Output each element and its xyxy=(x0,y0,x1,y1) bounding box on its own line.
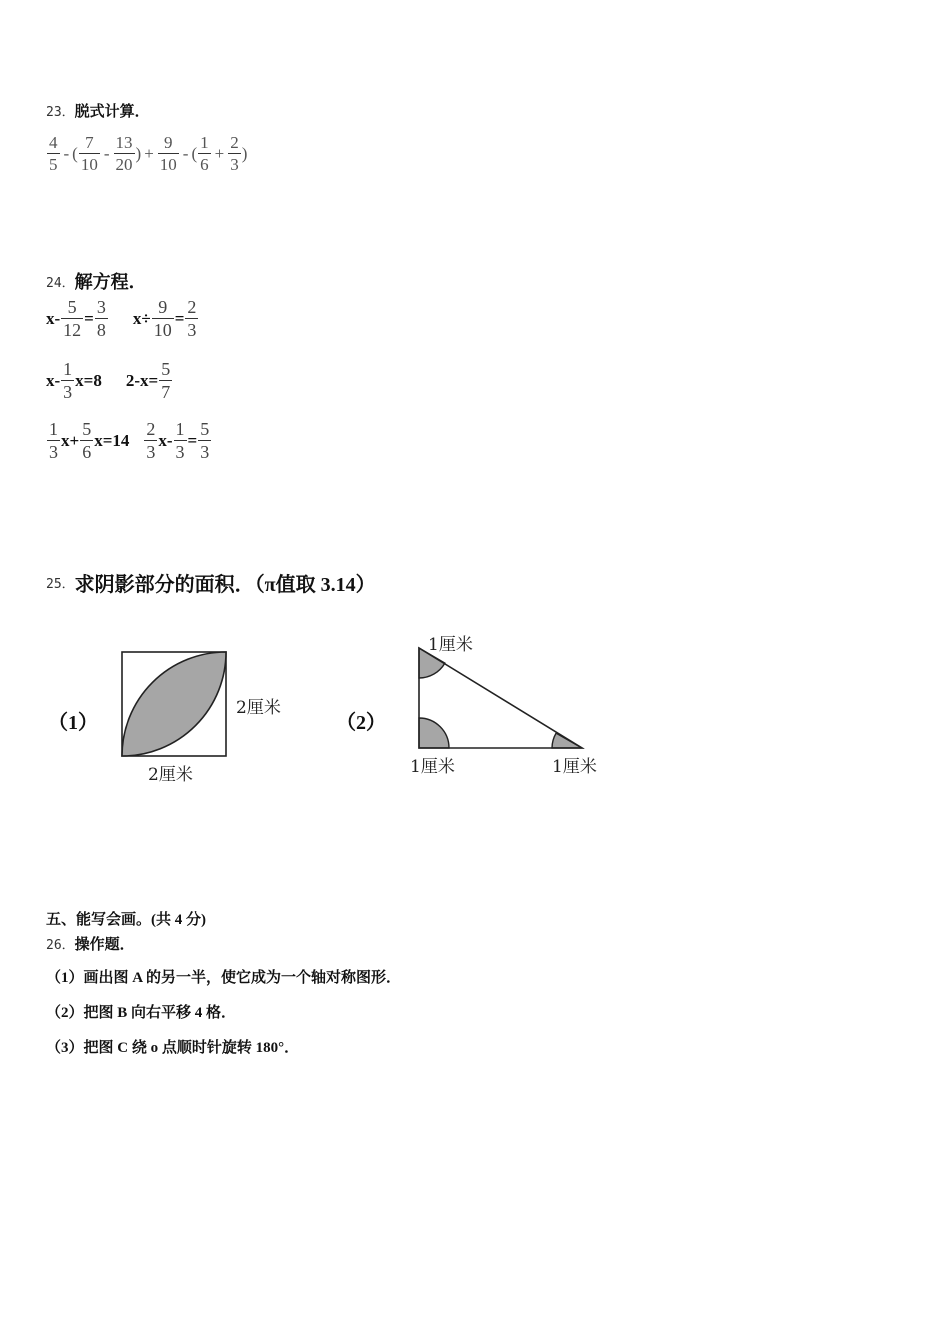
q25-title: 求阴影部分的面积．（π值取 3.14） xyxy=(74,574,376,596)
fraction: $\frac{1}{3}$ xyxy=(175,419,185,462)
paren: ) xyxy=(241,143,248,163)
sector-right-angle xyxy=(419,718,449,748)
operator: + xyxy=(214,143,225,163)
q26-task-3: （3）把图 C 绕 o 点顺时针旋转 180°． xyxy=(46,1040,300,1056)
equation-text: = xyxy=(187,430,198,450)
fraction: $\frac{1}{6}$ xyxy=(200,133,209,174)
fraction: $\frac{5}{3}$ xyxy=(200,419,210,462)
q24-number: 24． xyxy=(46,275,75,291)
figure-1-bottom-dimension: 2厘米 xyxy=(148,765,193,785)
q23-title: 脱式计算． xyxy=(74,104,150,120)
figure-2-top-dimension: 1厘米 xyxy=(428,635,473,655)
equation-text: x- xyxy=(46,308,61,328)
paren: ) xyxy=(135,143,142,163)
fraction: $\frac{3}{8}$ xyxy=(96,297,106,340)
operator: - xyxy=(63,143,70,163)
q25-number: 25． xyxy=(46,577,75,592)
operator: - xyxy=(103,143,110,163)
section-5-title: 五、能写会画。(共 4 分) xyxy=(46,912,206,928)
fraction: $\frac{1}{3}$ xyxy=(49,419,58,462)
paren: ( xyxy=(191,143,198,163)
fraction: $\frac{9}{10}$ xyxy=(153,297,172,340)
fraction: $\frac{2}{3}$ xyxy=(187,297,197,340)
equation-text: x+ xyxy=(61,430,80,450)
equation-text: x÷ xyxy=(132,308,151,328)
equation-text: 2-x= xyxy=(125,370,159,390)
fraction: $\frac{5}{7}$ xyxy=(161,359,171,402)
fraction: $\frac{1}{3}$ xyxy=(63,359,73,402)
q26-title: 操作题． xyxy=(74,937,135,953)
operator: + xyxy=(144,143,154,163)
q26-task-1: （1）画出图 A 的另一半，使它成为一个轴对称图形． xyxy=(46,970,402,986)
fraction: $\frac{7}{10}$ xyxy=(80,133,98,174)
fraction: $\frac{4}{5}$ xyxy=(49,133,58,174)
fraction: $\frac{5}{6}$ xyxy=(82,419,92,462)
figure-2-label: （2） xyxy=(336,712,386,734)
equation-text: x- xyxy=(46,370,61,390)
figure-2-bottom-left-dimension: 1厘米 xyxy=(410,757,455,777)
equation-text: x=14 xyxy=(94,430,130,450)
equation-text: = xyxy=(84,308,94,328)
fraction: $\frac{2}{3}$ xyxy=(230,133,239,174)
equation-text: = xyxy=(174,308,185,328)
q24-title: 解方程． xyxy=(74,272,147,292)
equation-text: x=8 xyxy=(75,370,102,390)
figure-1 xyxy=(122,652,281,785)
fraction: $\frac{2}{3}$ xyxy=(146,419,156,462)
fraction: $\frac{9}{10}$ xyxy=(159,133,177,174)
fraction: $\frac{13}{20}$ xyxy=(115,133,133,174)
figure-1-label: （1） xyxy=(48,712,98,734)
figure-1-right-dimension: 2厘米 xyxy=(236,698,281,718)
figure-2 xyxy=(410,635,597,777)
q23-number: 23． xyxy=(46,105,75,120)
figure-2-bottom-right-dimension: 1厘米 xyxy=(552,757,597,777)
paren: ( xyxy=(72,143,78,163)
q26-heading xyxy=(46,933,135,954)
fraction: $\frac{5}{12}$ xyxy=(63,297,82,340)
equation-text: x- xyxy=(158,430,173,450)
q26-task-2: （2）把图 B 向右平移 4 格． xyxy=(46,1005,237,1021)
q26-number: 26． xyxy=(46,938,75,953)
operator: - xyxy=(182,143,189,163)
